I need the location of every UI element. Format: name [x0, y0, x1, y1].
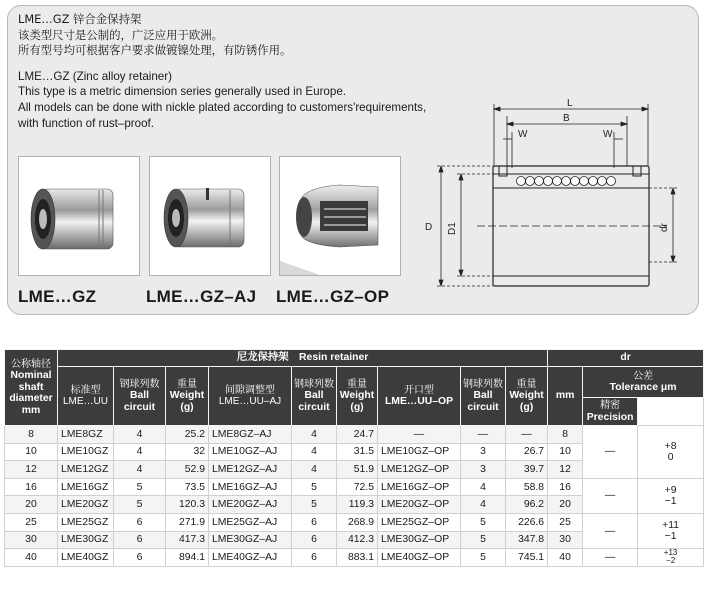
model-label-lme-gz-aj: LME…GZ–AJ — [146, 287, 257, 306]
col-header-ball-circuit-1: 钢球列数 Ball circuit — [114, 367, 166, 426]
group-header-resin-retainer: 尼龙保持架 Resin retainer — [58, 350, 548, 367]
en-line-1: This type is a metric dimension series generally used in Europe. — [18, 85, 346, 99]
dim-label-w-left: W — [518, 129, 528, 140]
dim-label-w-right: W — [603, 129, 613, 140]
en-line-2: All models can be done with nickle plated according to customers'requirements, — [18, 100, 427, 114]
dim-label-d1: D1 — [447, 222, 458, 235]
group-header-dr: dr — [548, 350, 704, 367]
col-header-nominal-shaft: 公称轴径 Nominal shaft diameter mm — [5, 350, 58, 426]
precision-cell: — — [583, 426, 638, 479]
col-header-weight-1: 重量 Weight (g) — [166, 367, 209, 426]
precision-cell: — — [583, 513, 638, 548]
en-line-3: with function of rust–proof. — [18, 116, 154, 130]
cn-line-2: 所有型号均可根据客户要求做镀镍处理，有防锈作用。 — [18, 43, 292, 58]
col-header-clearance-adjustable: 间隙调整型 LME…UU–AJ — [209, 367, 292, 426]
col-header-open-type: 开口型 LME…UU–OP — [378, 367, 461, 426]
precision-cell: — — [583, 478, 638, 513]
product-photo-lme-gz — [18, 156, 140, 276]
dim-label-b: B — [563, 113, 570, 124]
specification-table — [4, 349, 704, 567]
cn-title: LME…GZ 锌合金保持架 — [18, 12, 142, 26]
table-row: 30 LME30GZ 6 417.3 LME30GZ–AJ 6 412.3 LME30GZ–OP 5 347.8 30 — [5, 531, 704, 549]
col-header-weight-3: 重量 Weight (g) — [506, 367, 548, 426]
col-header-weight-2: 重量 Weight (g) — [337, 367, 378, 426]
col-header-precision: 精密 Precision — [583, 398, 638, 426]
col-header-tolerance-value — [638, 398, 704, 426]
cn-line-1: 该类型尺寸是公制的，广泛应用于欧洲。 — [18, 27, 224, 42]
tolerance-cell: +9 −1 — [638, 478, 704, 513]
tolerance-cell: +11 −1 — [638, 513, 704, 548]
table-row: 25 LME25GZ 6 271.9 LME25GZ–AJ 6 268.9 LME25GZ–OP 5 226.6 25 — +11 −1 — [5, 513, 704, 531]
dim-label-dr: dr — [659, 223, 670, 232]
tolerance-cell: +8 0 — [638, 426, 704, 479]
dim-label-d: D — [425, 222, 433, 233]
col-header-ball-circuit-2: 钢球列数 Ball circuit — [292, 367, 337, 426]
precision-cell: — — [583, 549, 638, 567]
dim-label-l: L — [567, 98, 573, 109]
table-row: 20 LME20GZ 5 120.3 LME20GZ–AJ 5 119.3 LME20GZ–OP 4 96.2 20 — [5, 496, 704, 514]
table-row: 40 LME40GZ 6 894.1 LME40GZ–AJ 6 883.1 LME40GZ–OP 5 745.1 40 — +13 −2 — [5, 549, 704, 567]
col-header-dr-mm: mm — [548, 367, 583, 426]
col-header-ball-circuit-3: 钢球列数 Ball circuit — [461, 367, 506, 426]
intro-text — [18, 12, 426, 131]
col-header-tolerance: 公差 Tolerance μm — [583, 367, 704, 398]
product-photo-lme-gz-aj — [149, 156, 271, 276]
product-info-panel — [7, 5, 699, 315]
ball-row — [517, 177, 616, 186]
table-row: 10 LME10GZ 4 32 LME10GZ–AJ 4 31.5 LME10GZ–OP 3 26.7 10 — [5, 443, 704, 461]
product-photo-lme-gz-op — [279, 156, 401, 276]
table-row: 8 LME8GZ 4 25.2 LME8GZ–AJ 4 24.7 — — — 8 — +8 0 — [5, 426, 704, 444]
model-label-lme-gz: LME…GZ — [18, 287, 97, 306]
table-row: 12 LME12GZ 4 52.9 LME12GZ–AJ 4 51.9 LME12GZ–OP 3 39.7 12 — [5, 461, 704, 479]
col-header-standard: 标准型 LME…UU — [58, 367, 114, 426]
tolerance-cell: +13 −2 — [638, 549, 704, 567]
bearing-cross-section-drawing — [417, 96, 697, 301]
en-title: LME…GZ (Zinc alloy retainer) — [18, 69, 172, 83]
table-row: 16 LME16GZ 5 73.5 LME16GZ–AJ 5 72.5 LME16GZ–OP 4 58.8 16 — +9 −1 — [5, 478, 704, 496]
model-label-lme-gz-op: LME…GZ–OP — [276, 287, 390, 306]
